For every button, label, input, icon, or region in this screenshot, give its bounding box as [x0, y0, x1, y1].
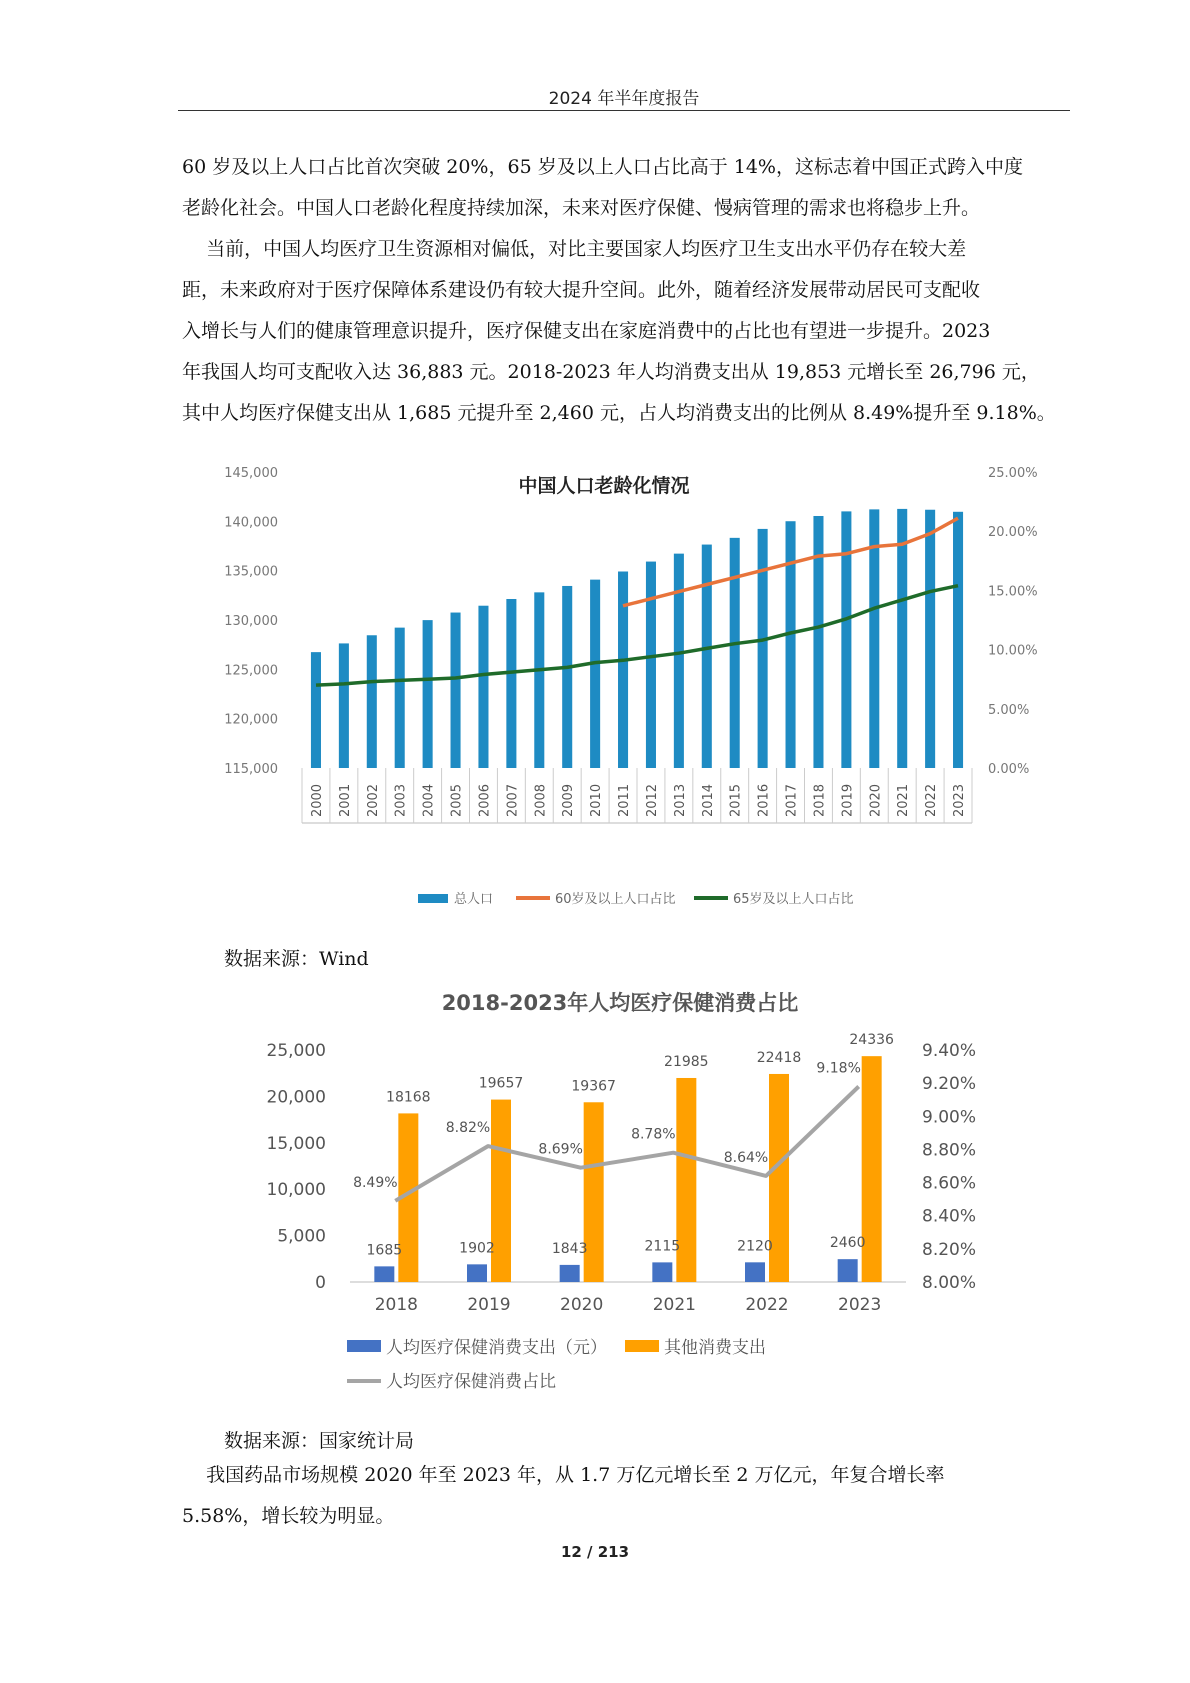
chart1-bar-total-population: [786, 521, 796, 768]
chart1-bar-total-population: [618, 571, 628, 768]
chart1-left-tick-label: 125,000: [224, 663, 278, 679]
chart1-x-tick-label: 2016: [756, 783, 772, 817]
chart2-left-tick-label: 5,000: [277, 1226, 326, 1247]
chart-healthcare-share: [0, 980, 1190, 1400]
chart1-left-tick-label: 120,000: [224, 712, 278, 728]
legend-swatch-healthcare-spend: [347, 1340, 381, 1352]
page-header-title: 2024 年半年度报告: [548, 89, 700, 109]
chart1-x-tick-label: 2003: [393, 783, 409, 817]
chart1-x-tick-label: 2021: [896, 783, 912, 817]
chart1-x-tick-label: 2001: [337, 783, 353, 817]
chart1-bar-total-population: [562, 586, 572, 768]
chart1-bar-total-population: [702, 545, 712, 768]
chart1-bar-total-population: [730, 538, 740, 768]
chart2-data-label-other: 19657: [478, 1075, 524, 1092]
chart1-x-tick-label: 2019: [840, 783, 856, 817]
chart1-source: 数据来源：Wind: [224, 948, 369, 970]
chart2-right-tick-label: 8.80%: [922, 1140, 977, 1161]
paragraph-line: 我国药品市场规模 2020 年至 2023 年，从 1.7 万亿元增长至 2 万亿元，年复合增长率: [182, 1464, 945, 1486]
chart2-data-label-share: 9.18%: [816, 1060, 861, 1077]
paragraph-line: 入增长与人们的健康管理意识提升，医疗保健支出在家庭消费中的占比也有望进一步提升。2023: [182, 320, 991, 342]
chart1-bar-total-population: [674, 554, 684, 768]
legend-swatch-other-spend: [625, 1340, 659, 1352]
chart2-left-tick-label: 25,000: [266, 1041, 326, 1061]
chart1-x-tick-label: 2023: [952, 783, 968, 817]
paragraph-line: 当前，中国人均医疗卫生资源相对偏低，对比主要国家人均医疗卫生支出水平仍存在较大差: [182, 238, 967, 260]
chart1-bar-total-population: [339, 643, 349, 768]
chart2-bar-healthcare-spend: [652, 1262, 672, 1282]
chart1-right-tick-label: 0.00%: [988, 762, 1030, 777]
chart2-data-label-other: 19367: [571, 1078, 616, 1095]
chart1-left-tick-label: 140,000: [224, 515, 278, 531]
chart1-x-axis: [302, 768, 972, 823]
chart1-right-tick-label: 5.00%: [988, 702, 1030, 718]
chart1-bar-total-population: [925, 510, 935, 768]
chart2-right-tick-label: 9.00%: [922, 1107, 977, 1128]
chart1-bar-total-population: [506, 599, 516, 768]
chart1-bar-total-population: [451, 613, 461, 768]
chart1-right-tick-label: 15.00%: [988, 584, 1038, 600]
legend-label-healthcare-spend: 人均医疗保健消费支出（元）: [386, 1338, 607, 1358]
legend-label-60plus: 60岁及以上人口占比: [555, 892, 676, 907]
chart1-right-tick-label: 25.00%: [988, 466, 1038, 481]
paragraph-drug-market: [182, 1455, 1070, 1537]
chart2-x-tick-label: 2019: [467, 1295, 511, 1315]
page-number: 12 / 213: [560, 1543, 630, 1561]
chart2-x-tick-label: 2018: [374, 1295, 418, 1315]
chart2-bars: [367, 1032, 895, 1282]
chart1-bar-total-population: [813, 516, 823, 768]
chart1-bar-total-population: [590, 580, 600, 768]
chart2-x-tick-label: 2021: [652, 1295, 696, 1315]
paragraph-line: 5.58%，增长较为明显。: [182, 1505, 395, 1527]
chart1-x-tick-label: 2017: [784, 783, 800, 817]
chart2-data-label-other: 22418: [756, 1049, 802, 1066]
chart2-bar-healthcare-spend: [745, 1262, 765, 1282]
chart1-bar-total-population: [478, 606, 488, 768]
chart2-bar-healthcare-spend: [374, 1266, 394, 1282]
chart1-x-tick-label: 2007: [505, 783, 521, 817]
paragraph-healthcare-spending: [182, 229, 1070, 434]
chart2-data-label-share: 8.82%: [445, 1120, 491, 1137]
chart2-right-tick-label: 9.20%: [922, 1074, 977, 1095]
chart2-x-tick-label: 2020: [560, 1295, 604, 1315]
chart2-x-tick-label: 2023: [838, 1295, 882, 1315]
legend-label-other-spend: 其他消费支出: [664, 1338, 766, 1358]
legend-label-total-population: 总人口: [454, 892, 494, 907]
header-divider: [178, 110, 1070, 111]
paragraph-line: 60 岁及以上人口占比首次突破 20%，65 岁及以上人口占比高于 14%，这标志着中国正式跨入中度: [182, 156, 1023, 178]
chart2-right-axis: [922, 1041, 976, 1293]
paragraph-line: 其中人均医疗保健支出从 1,685 元提升至 2,460 元，占人均消费支出的比例从 8.49%提升至 9.18%。: [182, 402, 1056, 424]
chart1-left-tick-label: 145,000: [224, 466, 278, 481]
chart2-legend: [347, 1337, 766, 1392]
chart2-left-tick-label: 15,000: [266, 1133, 326, 1154]
chart2-data-label-other: 21985: [664, 1053, 709, 1070]
chart2-data-label-share: 8.49%: [353, 1174, 398, 1191]
chart1-right-tick-label: 20.00%: [988, 525, 1038, 541]
chart2-source: 数据来源：国家统计局: [224, 1430, 415, 1452]
chart1-x-tick-label: 2012: [644, 783, 660, 817]
chart2-bar-healthcare-spend: [560, 1265, 580, 1282]
chart1-x-tick-label: 2013: [672, 783, 688, 817]
chart2-left-tick-label: 0: [315, 1273, 326, 1293]
chart2-data-label-share: 8.69%: [538, 1141, 583, 1158]
chart2-data-label-healthcare: 2460: [829, 1235, 866, 1252]
chart2-bar-healthcare-spend: [467, 1264, 487, 1282]
chart1-x-tick-label: 2014: [700, 783, 716, 817]
chart2-right-tick-label: 8.60%: [922, 1173, 977, 1194]
chart1-x-tick-label: 2008: [533, 783, 549, 817]
chart2-data-label-share: 8.64%: [723, 1149, 769, 1166]
chart2-right-tick-label: 9.40%: [922, 1041, 977, 1061]
chart2-right-tick-label: 8.20%: [922, 1239, 977, 1260]
chart1-bar-total-population: [311, 652, 321, 768]
chart1-bar-total-population: [395, 628, 405, 768]
chart1-x-tick-label: 2010: [589, 783, 605, 817]
chart1-x-tick-label: 2018: [812, 783, 828, 817]
chart2-line-healthcare-share: [395, 1087, 858, 1201]
chart1-bar-total-population: [367, 635, 377, 768]
chart2-x-tick-label: 2022: [745, 1295, 789, 1315]
chart1-x-tick-label: 2004: [421, 783, 437, 817]
chart2-left-tick-label: 20,000: [266, 1087, 326, 1108]
chart1-left-axis: [224, 466, 278, 777]
chart1-x-tick-label: 2011: [617, 783, 633, 817]
chart2-data-label-healthcare: 2115: [644, 1238, 681, 1255]
chart1-bar-total-population: [423, 620, 433, 768]
paragraph-aging: [182, 147, 1070, 229]
chart1-x-tick-label: 2000: [309, 783, 325, 817]
chart1-left-tick-label: 130,000: [224, 614, 278, 629]
chart1-lines: [316, 518, 958, 685]
chart2-data-label-other: 18168: [386, 1089, 431, 1106]
chart2-data-label-healthcare: 1902: [459, 1240, 495, 1257]
chart1-bar-total-population: [758, 529, 768, 768]
paragraph-line: 距，未来政府对于医疗保障体系建设仍有较大提升空间。此外，随着经济发展带动居民可支配收: [182, 279, 981, 301]
chart1-bar-total-population: [534, 592, 544, 768]
legend-swatch-total-population: [418, 894, 448, 903]
legend-label-65plus: 65岁及以上人口占比: [733, 892, 854, 907]
chart-population-aging: [0, 462, 1190, 922]
chart1-left-tick-label: 135,000: [224, 564, 278, 580]
chart1-title: 中国人口老龄化情况: [518, 475, 690, 497]
chart1-x-tick-label: 2006: [477, 783, 493, 817]
chart1-bar-total-population: [897, 509, 907, 768]
chart2-left-tick-label: 10,000: [266, 1180, 326, 1201]
chart1-legend: [418, 891, 854, 907]
chart1-bar-total-population: [841, 511, 851, 768]
chart1-right-axis: [988, 466, 1038, 777]
chart1-bar-total-population: [646, 562, 656, 768]
chart1-x-tick-label: 2005: [449, 783, 465, 817]
chart1-bar-total-population: [953, 512, 963, 768]
chart1-right-tick-label: 10.00%: [988, 643, 1038, 659]
chart1-x-tick-label: 2009: [561, 783, 577, 817]
chart1-x-tick-label: 2002: [365, 783, 381, 817]
chart1-x-tick-label: 2022: [924, 783, 940, 817]
chart2-data-label-healthcare: 1685: [366, 1242, 403, 1259]
chart2-left-axis: [267, 1041, 326, 1293]
legend-label-healthcare-share: 人均医疗保健消费占比: [386, 1372, 556, 1392]
chart2-data-label-other: 24336: [849, 1032, 894, 1049]
chart2-right-tick-label: 8.00%: [922, 1273, 977, 1293]
chart1-x-tick-label: 2020: [868, 783, 884, 817]
chart2-title: 2018-2023年人均医疗保健消费占比: [441, 991, 799, 1015]
chart2-data-label-healthcare: 1843: [551, 1240, 588, 1257]
chart1-left-tick-label: 115,000: [224, 762, 278, 777]
chart2-data-label-share: 8.78%: [631, 1126, 676, 1143]
chart2-data-label-healthcare: 2120: [737, 1238, 773, 1255]
chart2-bar-healthcare-spend: [838, 1259, 858, 1282]
chart2-x-axis: [375, 1295, 882, 1315]
paragraph-line: 老龄化社会。中国人口老龄化程度持续加深，未来对医疗保健、慢病管理的需求也将稳步上升。: [182, 197, 981, 219]
chart1-x-tick-label: 2015: [728, 783, 744, 817]
chart2-right-tick-label: 8.40%: [922, 1206, 977, 1227]
paragraph-line: 年我国人均可支配收入达 36,883 元。2018-2023 年人均消费支出从 19,853 元增长至 26,796 元，: [182, 361, 1040, 383]
